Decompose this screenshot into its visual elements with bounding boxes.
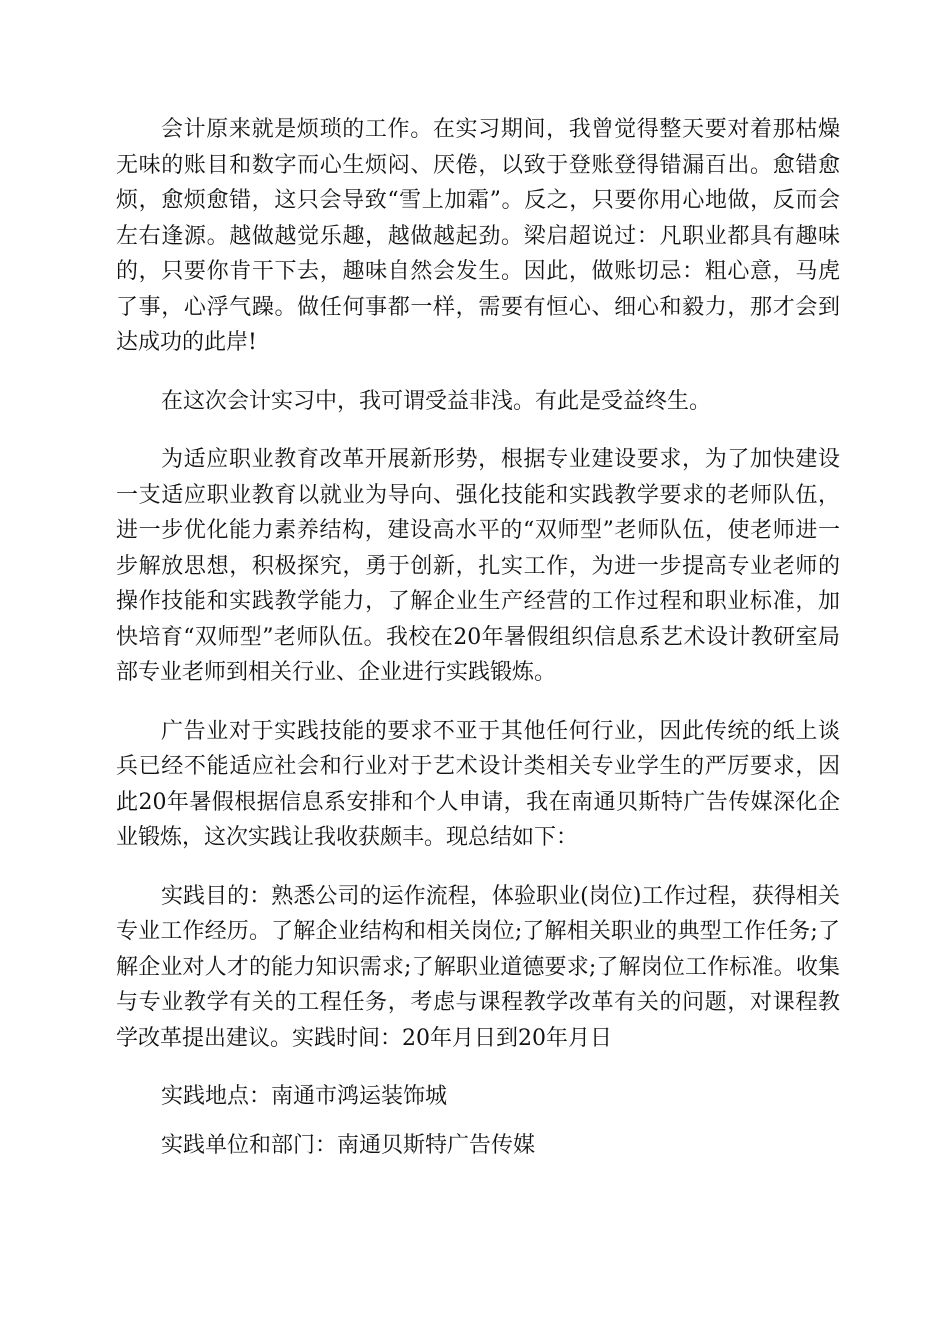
document-page bbox=[116, 112, 840, 1186]
paragraph-advertising-practice: 广告业对于实践技能的要求不亚于其他任何行业，因此传统的纸上谈兵已经不能适应社会和行业对于艺术设计类相关专业学生的严厉要求，因此20年暑假根据信息系安排和个人申请，我在南通贝斯特广告传媒深化企业锻炼，这次实践让我收获颇丰。现总结如下： bbox=[116, 718, 840, 850]
paragraph-internship-benefit: 在这次会计实习中，我可谓受益非浅。有此是受益终生。 bbox=[161, 388, 712, 414]
paragraph-practice-location: 实践地点：南通市鸿运装饰城 bbox=[161, 1084, 448, 1109]
paragraph-teacher-training-background: 为适应职业教育改革开展新形势，根据专业建设要求，为了加快建设一支适应职业教育以就业为导向、强化技能和实践教学要求的老师队伍，进一步优化能力素养结构，建设高水平的“双师型”老师队伍，使老师进一步解放思想，积极探究，勇于创新，扎实工作，为进一步提高专业老师的操作技能和实践教学能力，了解企业生产经营的工作过程和职业标准，加快培育“双师型”老师队伍。我校在20年暑假组织信息系艺术设计教研室局部专业老师到相关行业、企业进行实践锻炼。 bbox=[116, 447, 840, 685]
paragraph-practice-purpose: 实践目的：熟悉公司的运作流程，体验职业(岗位)工作过程，获得相关专业工作经历。了解企业结构和相关岗位;了解相关职业的典型工作任务;了解企业对人才的能力知识需求;了解职业道德要求;了解岗位工作标准。收集与专业教学有关的工程任务，考虑与课程教学改革有关的问题，对课程教学改革提出建议。实践时间：20年月日到20年月日 bbox=[116, 883, 840, 1051]
paragraph-accounting-reflection: 会计原来就是烦琐的工作。在实习期间，我曾觉得整天要对着那枯燥无味的账目和数字而心生烦闷、厌倦，以致于登账登得错漏百出。愈错愈烦，愈烦愈错，这只会导致“雪上加霜”。反之，只要你用心地做，反而会左右逢源。越做越觉乐趣，越做越起劲。梁启超说过：凡职业都具有趣味的，只要你肯干下去，趣味自然会发生。因此，做账切忌：粗心意，马虎了事，心浮气躁。做任何事都一样，需要有恒心、细心和毅力，那才会到达成功的此岸! bbox=[116, 117, 840, 355]
paragraph-practice-unit: 实践单位和部门：南通贝斯特广告传媒 bbox=[161, 1132, 536, 1158]
